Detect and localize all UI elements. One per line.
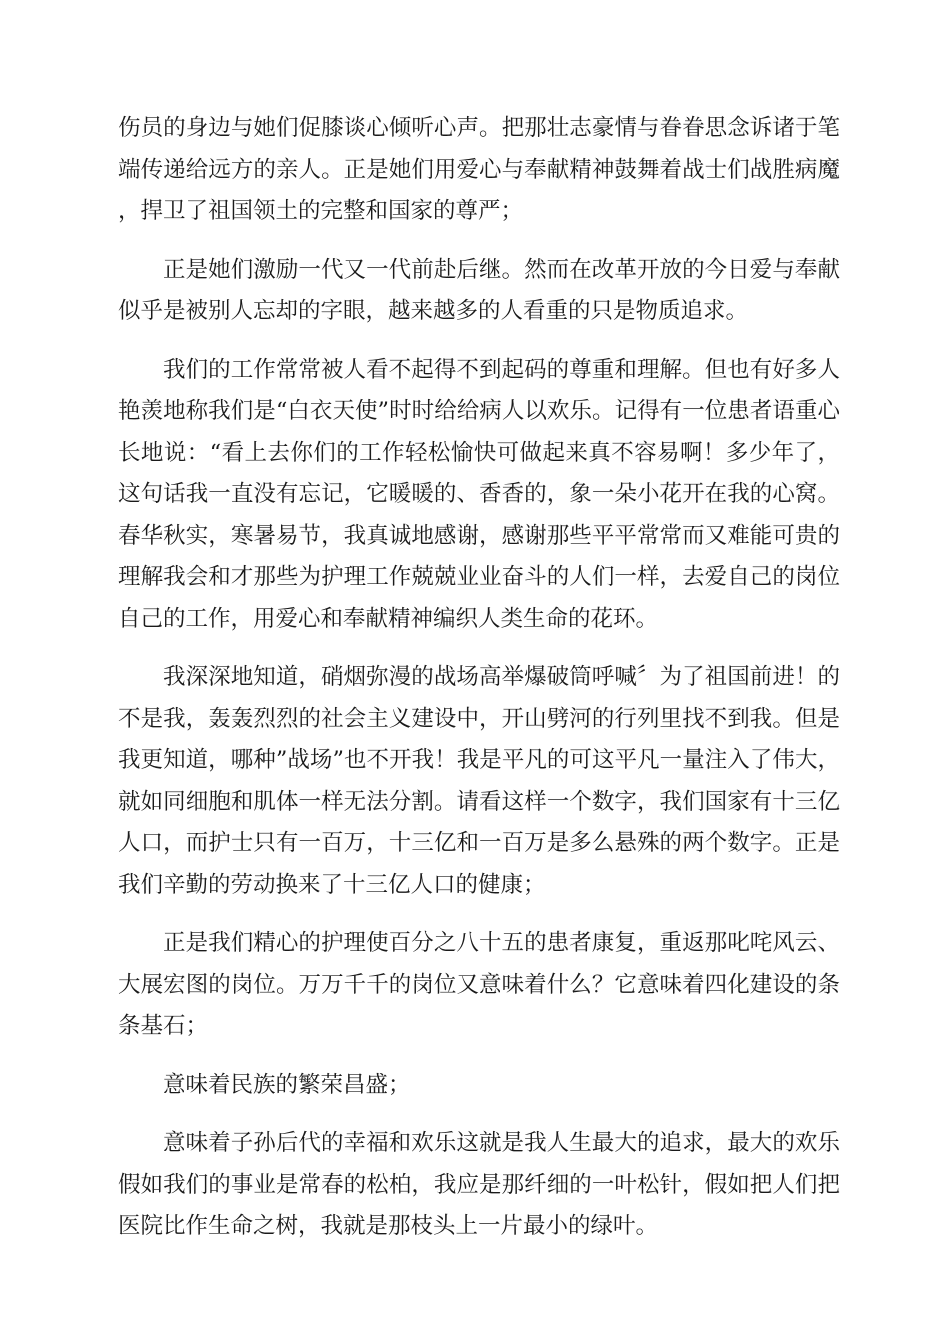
paragraph-3: 我们的工作常常被人看不起得不到起码的尊重和理解。但也有好多人艳羡地称我们是“白衣天使”时时给给病人以欢乐。记得有一位患者语重心长地说：“看上去你们的工作轻松愉快可做起来真不容易啊！多少年了，这句话我一直没有忘记，它暖暖的、香香的，象一朵小花开在我的心窝。春华秋实，寒暑易节，我真诚地感谢，感谢那些平平常常而又难能可贵的理解我会和才那些为护理工作兢兢业业奋斗的人们一样，去爱自己的岗位自己的工作，用爱心和奉献精神编织人类生命的花环。 (118, 356, 840, 632)
paragraph-1: 伤员的身边与她们促膝谈心倾听心声。把那壮志豪情与眷眷思念诉诸于笔端传递给远方的亲人。正是她们用爱心与奉献精神鼓舞着战士们战胜病魔，捍卫了祖国领土的完整和国家的尊严； (118, 115, 840, 224)
document-body (118, 108, 840, 1265)
paragraph-6: 意味着民族的繁荣昌盛； (163, 1071, 411, 1098)
paragraph-5: 正是我们精心的护理使百分之八十五的患者康复，重返那叱咤风云、大展宏图的岗位。万万千千的岗位又意味着什么？它意味着四化建设的条条基石； (118, 930, 840, 1039)
paragraph-2: 正是她们激励一代又一代前赴后继。然而在改革开放的今日爱与奉献似乎是被别人忘却的字眼，越来越多的人看重的只是物质追求。 (118, 256, 840, 324)
paragraph-4: 我深深地知道，硝烟弥漫的战场高举爆破筒呼喊〞为了祖国前进！的不是我，轰轰烈烈的社会主义建设中，开山劈河的行列里找不到我。但是我更知道，哪种”战场”也不开我！我是平凡的可这平凡一量注入了伟大，就如同细胞和肌体一样无法分割。请看这样一个数字，我们国家有十三亿人口，而护士只有一百万，十三亿和一百万是多么悬殊的两个数字。正是我们辛勤的劳动换来了十三亿人口的健康； (118, 664, 840, 898)
paragraph-7: 意味着子孙后代的幸福和欢乐这就是我人生最大的追求，最大的欢乐假如我们的事业是常春的松柏，我应是那纤细的一叶松针，假如把人们把医院比作生命之树，我就是那枝头上一片最小的绿叶。 (118, 1130, 840, 1239)
